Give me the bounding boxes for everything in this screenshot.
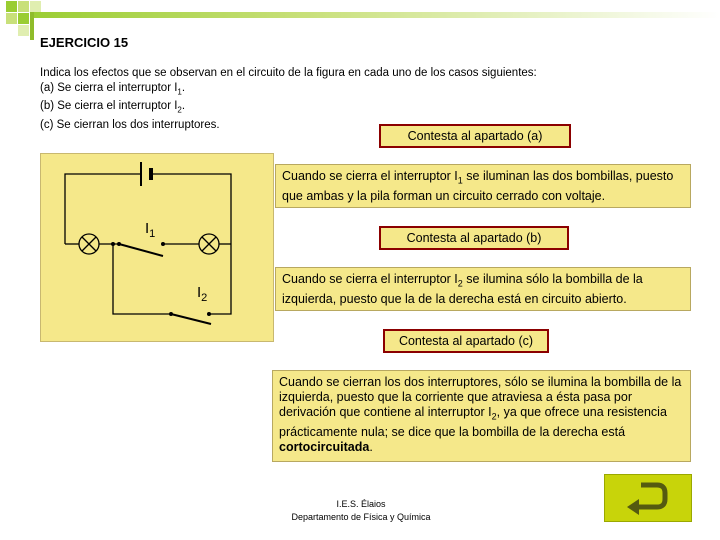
return-arrow-icon: [605, 475, 691, 521]
department-name: Departamento de Física y Química: [291, 512, 431, 522]
answer-b-button[interactable]: Contesta al apartado (b): [379, 226, 569, 250]
return-button[interactable]: [604, 474, 692, 522]
answer-c-text: Cuando se cierran los dos interruptores, sólo se ilumina la bombilla de la izquierda, puesto que la corriente que atraviesa a ésta pasa por derivación que contiene al interruptor $I_2$, ya que ofrece una resistencia prácticamente nula; se dice que la bombilla de la derecha está cortocircuitada.: [272, 370, 691, 462]
statement-case-a: (a) Se cierra el interruptor $I_1$.: [40, 81, 186, 96]
answer-b-text: Cuando se cierra el interruptor $I_2$ se ilumina sólo la bombilla de la izquierda, puesto que la de la derecha está en circuito abierto.: [275, 267, 691, 311]
switch-2-blade: [171, 314, 211, 324]
school-name: I.E.S. Élaios: [336, 499, 386, 509]
wire-top-left: [65, 174, 141, 244]
exercise-statement: [40, 66, 600, 133]
footer: [276, 498, 446, 524]
circuit-diagram: [40, 153, 274, 342]
answer-a-button[interactable]: Contesta al apartado (a): [379, 124, 571, 148]
switch-1-label: $I_1$: [145, 220, 156, 240]
header-rule-vertical: [30, 12, 34, 40]
page-title: EJERCICIO 15: [40, 35, 129, 50]
statement-case-b: (b) Se cierra el interruptor $I_2$.: [40, 100, 186, 115]
circuit-drawing: [41, 154, 273, 341]
wire-top-right: [151, 174, 231, 244]
statement-line: Indica los efectos que se observan en el circuito de la figura en cada uno de los casos siguientes:: [40, 67, 537, 79]
switch-2-label: $I_2$: [197, 284, 208, 304]
header-rule: [30, 12, 720, 18]
statement-case-c: (c) Se cierran los dos interruptores.: [40, 119, 220, 132]
wire-lower-right: [209, 244, 231, 314]
wire-lower-left: [113, 244, 171, 314]
answer-a-text: Cuando se cierra el interruptor $I_1$ se iluminan las dos bombillas, puesto que ambas y la pila forman un circuito cerrado con voltaje.: [275, 164, 691, 208]
switch-1-blade: [119, 244, 163, 256]
answer-c-button[interactable]: Contesta al apartado (c): [383, 329, 549, 353]
